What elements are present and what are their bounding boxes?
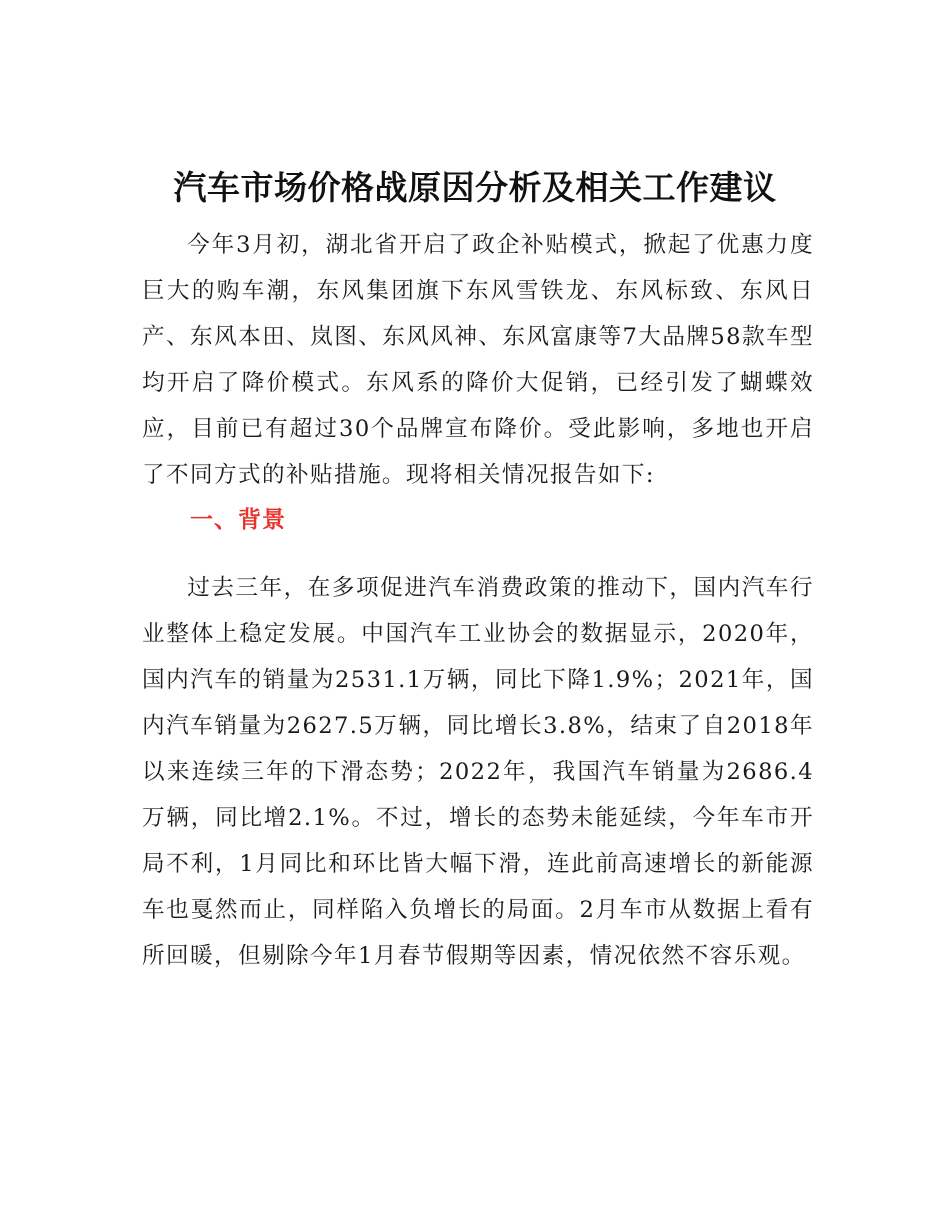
document-title: 汽车市场价格战原因分析及相关工作建议 [173, 168, 777, 208]
background-paragraph: 过去三年，在多项促进汽车消费政策的推动下，国内汽车行业整体上稳定发展。中国汽车工业协会的数据显示，2020年，国内汽车的销量为2531.1万辆，同比下降1.9%；2021年，国内汽车销量为2627.5万辆，同比增长3.8%，结束了自2018年以来连续三年的下滑态势；2022年，我国汽车销量为2686.4万辆，同比增2.1%。不过，增长的态势未能延续，今年车市开局不利，1月同比和环比皆大幅下滑，连此前高速增长的新能源车也戛然而止，同样陷入负增长的局面。2月车市从数据上看有所回暖，但剔除今年1月春节假期等因素，情况依然不容乐观。 [142, 575, 814, 969]
section-heading-background: 一、背景 [190, 507, 286, 533]
intro-paragraph: 今年3月初，湖北省开启了政企补贴模式，掀起了优惠力度巨大的购车潮，东风集团旗下东风雪铁龙、东风标致、东风日产、东风本田、岚图、东风风神、东风富康等7大品牌58款车型均开启了降价模式。东风系的降价大促销，已经引发了蝴蝶效应，目前已有超过30个品牌宣布降价。受此影响，多地也开启了不同方式的补贴措施。现将相关情况报告如下: [142, 232, 814, 488]
